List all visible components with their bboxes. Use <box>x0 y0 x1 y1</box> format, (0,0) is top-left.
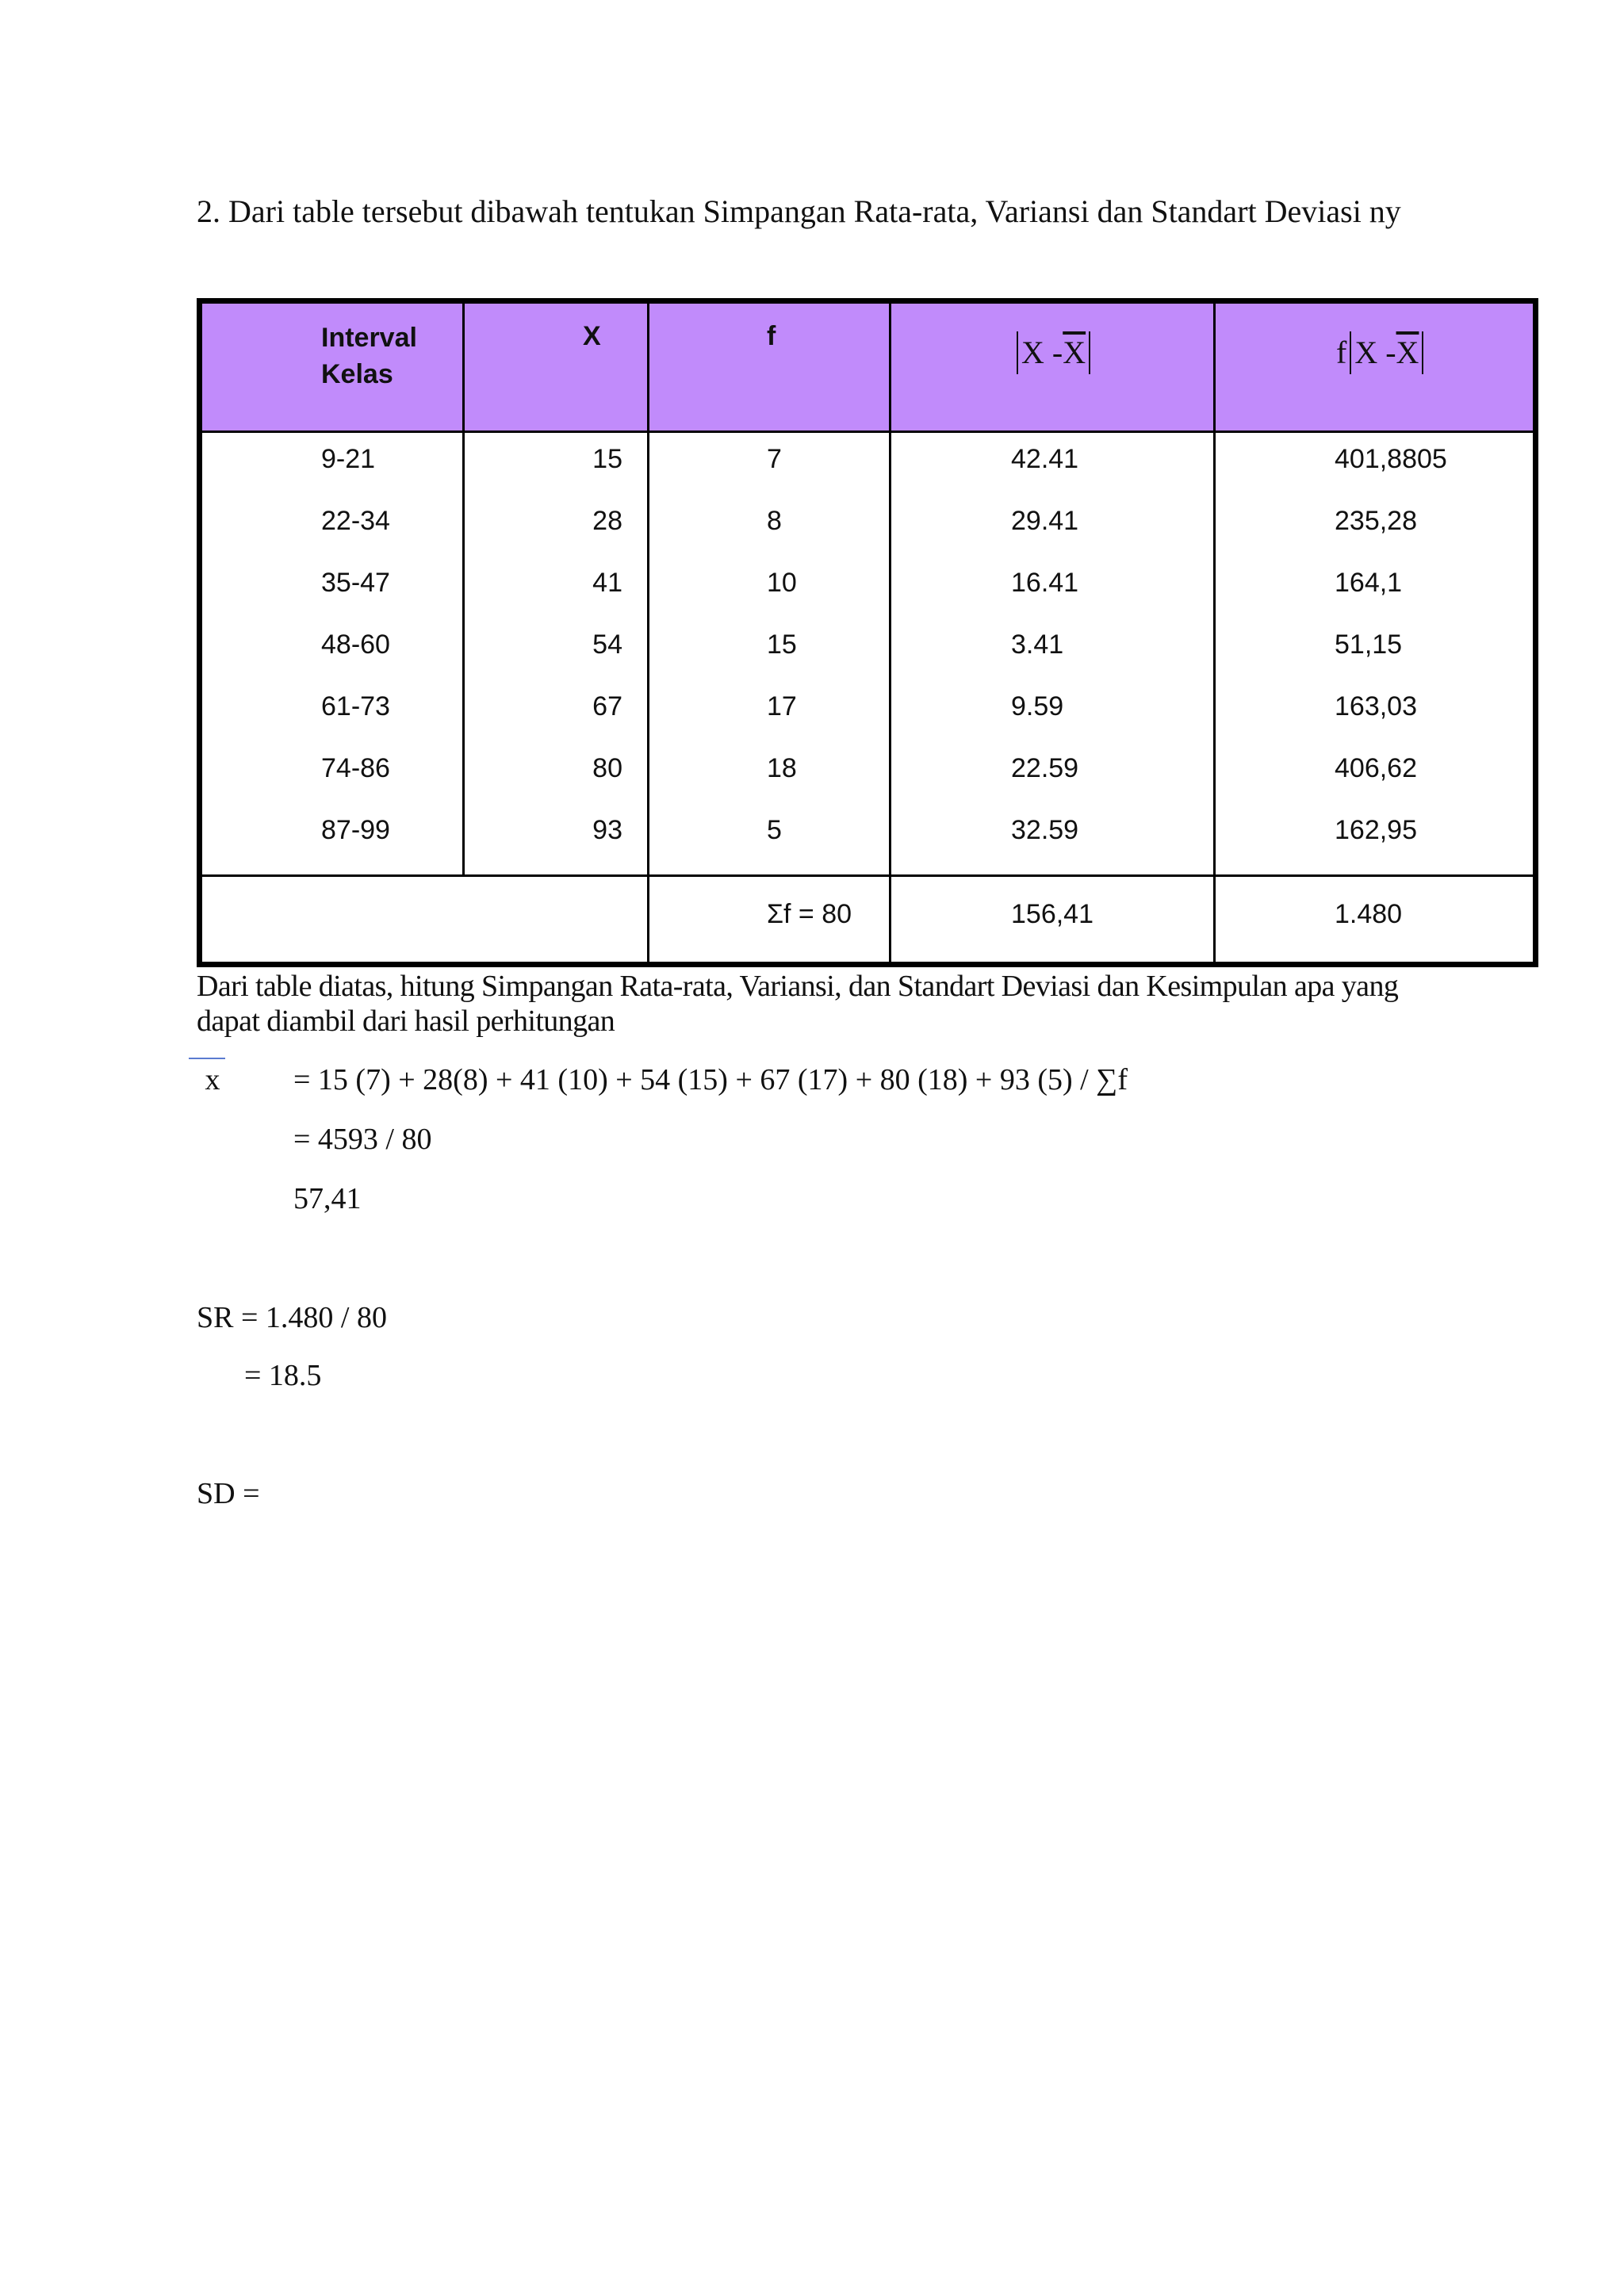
abs-bar-left <box>1350 331 1351 374</box>
mean-line-2: = 4593 / 80 <box>293 1123 432 1156</box>
cell-f: 18 <box>767 753 797 783</box>
cell-interval: 61-73 <box>321 691 390 721</box>
mean-line-3: 57,41 <box>293 1182 362 1215</box>
cell-dev: 3.41 <box>1011 629 1064 660</box>
cell-f: 17 <box>767 691 797 721</box>
cell-fdev: 401,8805 <box>1335 444 1447 474</box>
total-fdev: 1.480 <box>1335 899 1403 929</box>
cell-interval: 74-86 <box>321 753 390 783</box>
total-f: Σf = 80 <box>767 899 852 929</box>
header-f-absolute-deviation: f X - $\overline{X}$ <box>1336 329 1427 377</box>
header-x: X <box>583 321 601 351</box>
cell-fdev: 235,28 <box>1335 506 1417 536</box>
abs-bar-left <box>1017 331 1018 374</box>
cell-dev: 29.41 <box>1011 506 1079 536</box>
column-divider <box>1213 304 1216 962</box>
sd-line-1: SD = <box>197 1477 260 1510</box>
sr-line-2: = 18.5 <box>244 1359 322 1392</box>
sr-line-1: SR = 1.480 / 80 <box>197 1301 387 1334</box>
cell-interval: 35-47 <box>321 568 390 598</box>
column-divider <box>647 304 649 962</box>
cell-f: 8 <box>767 506 782 536</box>
cell-dev: 22.59 <box>1011 753 1079 783</box>
cell-dev: 32.59 <box>1011 815 1079 845</box>
cell-dev: 9.59 <box>1011 691 1064 721</box>
cell-x: 54 <box>592 629 622 660</box>
cell-fdev: 162,95 <box>1335 815 1417 845</box>
mean-symbol: x <box>197 1062 228 1097</box>
cell-interval: 9-21 <box>321 444 376 474</box>
frequency-table <box>197 298 1538 967</box>
cell-x: 41 <box>592 568 622 598</box>
cell-fdev: 164,1 <box>1335 568 1403 598</box>
mean-bar <box>189 1058 225 1059</box>
cell-f: 10 <box>767 568 797 598</box>
cell-dev: 42.41 <box>1011 444 1079 474</box>
column-divider <box>889 304 891 962</box>
cell-fdev: 51,15 <box>1335 629 1403 660</box>
cell-x: 15 <box>592 444 622 474</box>
totals-divider <box>202 874 1533 877</box>
question-text: 2. Dari table tersebut dibawah tentukan Simpangan Rata-rata, Variansi dan Standart Deviasi ny <box>197 193 1401 229</box>
cell-f: 7 <box>767 444 782 474</box>
cell-fdev: 406,62 <box>1335 753 1417 783</box>
cell-interval: 87-99 <box>321 815 390 845</box>
cell-f: 5 <box>767 815 782 845</box>
cell-f: 15 <box>767 629 797 660</box>
abs-bar-right <box>1089 331 1090 374</box>
total-dev: 156,41 <box>1011 899 1094 929</box>
cell-x: 80 <box>592 753 622 783</box>
cell-interval: 22-34 <box>321 506 390 536</box>
cell-dev: 16.41 <box>1011 568 1079 598</box>
cell-x: 67 <box>592 691 622 721</box>
cell-x: 28 <box>592 506 622 536</box>
cell-fdev: 163,03 <box>1335 691 1417 721</box>
header-interval: Interval Kelas <box>321 323 417 389</box>
cell-x: 93 <box>592 815 622 845</box>
header-absolute-deviation: X - $\overline{X}$ <box>1013 329 1094 377</box>
column-divider <box>462 304 465 877</box>
mean-line-1: = 15 (7) + 28(8) + 41 (10) + 54 (15) + 67 (17) + 80 (18) + 93 (5) / ∑f <box>293 1063 1128 1096</box>
header-divider <box>202 430 1533 433</box>
abs-bar-right <box>1422 331 1423 374</box>
instruction-text: Dari table diatas, hitung Simpangan Rata-rata, Variansi, dan Standart Deviasi dan Kesimpulan apa yang dapat diambil dari hasil perhitungan <box>197 970 1399 1038</box>
header-f: f <box>767 321 776 351</box>
cell-interval: 48-60 <box>321 629 390 660</box>
